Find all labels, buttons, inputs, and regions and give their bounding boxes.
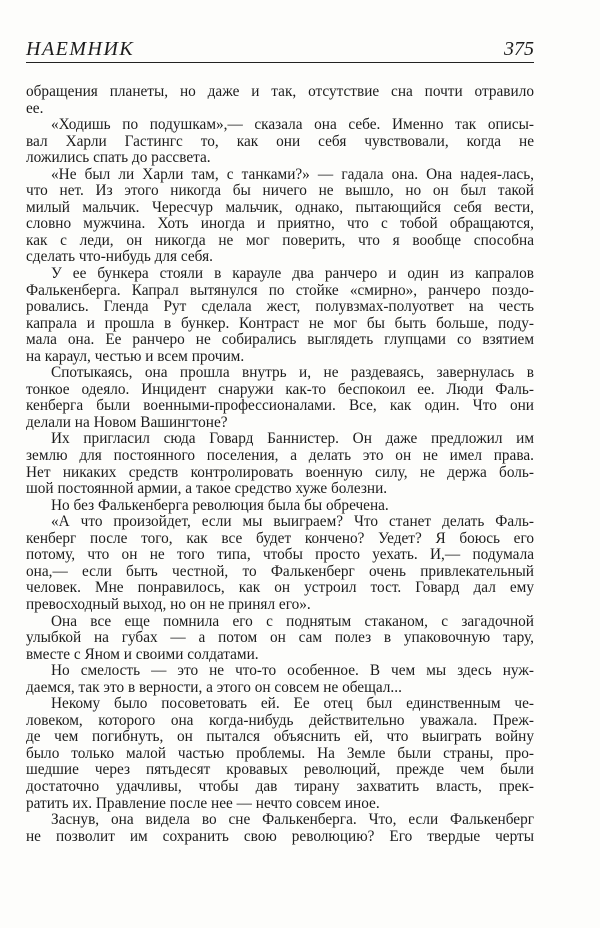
text-line: Но без Фалькенберга революция была бы обречена. [51,496,389,514]
text-line: Нет никаких средств контролировать военную силу, не держа боль- [26,463,534,481]
text-line: «Ходишь по подушкам»,— сказала она себе. Именно так описы- [51,116,534,134]
text-line: улыбкой на губах — а потом он сам полез в упаковочную тару, [26,629,534,647]
paragraph [26,365,534,431]
text-line: вместе с Яном и своими солдатами. [26,645,259,663]
text-line: Фалькенберга. Капрал вытянулся по стойке «смирно», ранчеро поздо- [26,281,534,299]
paragraph [26,84,534,117]
paragraph [26,117,534,167]
text-line: Их пригласил сюда Говард Баннистер. Он даже предложил им [51,430,534,448]
text-line: как с леди, он никогда не мог поверить, что я вообще способна [26,231,534,249]
text-line: кенберга были военными-профессионалами. Все, как один. Что они [26,397,534,415]
running-title: НАЕМНИК [26,38,135,60]
text-line: милый мальчик. Чересчур мальчик, однако, пытающийся себя вести, [26,198,534,216]
paragraph [26,614,534,664]
text-line: ровались. Гленда Рут сделала жест, полувзмах-полуответ на честь [26,298,534,316]
text-line: шой постоянной армии, а такое средство хуже болезни. [26,480,388,498]
text-line: Некому было посоветовать ей. Ее отец был единственным че- [51,695,534,713]
text-line: ложились спать до рассвета. [26,149,211,167]
text-line: ратить их. Правление после нее — нечто совсем иное. [26,794,380,812]
text-line: землю для постоянного поселения, а делать это он не имел права. [26,447,534,465]
paragraph [26,266,534,365]
text-line: обращения планеты, но даже и так, отсутствие сна почти отравило [26,83,534,100]
text-line: сделать что-нибудь для себя. [26,248,213,266]
text-line: У ее бункера стояли в карауле два ранчеро и один из капралов [51,265,534,283]
text-line: человек. Мне понравилось, как он устроил тост. Говард дал ему [26,579,534,597]
text-line: словно мужчина. Хоть иногда и приятно, что с тобой обращаются, [26,215,534,233]
page-number: 375 [504,38,534,60]
text-line: Но смелость — это не что-то особенное. В чем мы здесь нуж- [51,662,534,680]
text-line: «А что произойдет, если мы выиграем? Что станет делать Фаль- [51,513,534,531]
text-line: делали на Новом Вашингтоне? [26,413,228,431]
text-line: достаточно удачливы, чтобы дав тирану захватить власть, прек- [26,777,534,795]
text-line: было только малой частью проблемы. На Земле были страны, про- [26,744,534,762]
paragraph [26,663,534,696]
text-line: превосходный выход, но он не принял его». [26,595,311,613]
text-line: она,— если быть честной, то Фалькенберг очень привлекательный [26,562,534,580]
text-line: мала она. Ее ранчеро не собирались выглядеть глупцами со взятием [26,331,534,349]
text-line: тонкое одеяло. Инцидент снаружи как-то беспокоил ее. Люди Фаль- [26,380,534,398]
text-line: Заснув, она видела во сне Фалькенберга. Что, если Фалькенберг [51,811,534,829]
page-body-text [26,84,534,845]
text-line: потому, что он не того типа, чтобы просто уехать. И,— подумала [26,546,534,564]
text-line: на караул, честью и всем прочим. [26,347,245,365]
text-line: шедшие через пятьдесят кровавых революций, прежде чем были [26,761,534,779]
text-line: Спотыкаясь, она прошла внутрь и, не раздеваясь, завернулась в [51,364,534,382]
paragraph [26,812,534,845]
paragraph [26,167,534,266]
text-line: даемся, так это в верности, а этого он совсем не обещал... [26,678,402,696]
paragraph [26,431,534,497]
paragraph [26,498,534,515]
text-line: вал Харли Гастингс то, как они себя чувствовали, когда не [26,132,534,150]
text-line: «Не был ли Харли там, с танками?» — гадала она. Она надея-лась, [51,165,534,183]
text-line: не позволит им сохранить свою революцию? Его твердые черты [26,827,534,845]
text-line: де чем погибнуть, он пытался объяснить ей, что выиграть войну [26,728,534,746]
text-line: что нет. Из этого никогда бы ничего не вышло, но он был такой [26,182,534,200]
running-header [26,36,534,63]
paragraph [26,696,534,812]
text-line: капрала и прошла в бункер. Контраст не мог бы быть больше, поду- [26,314,534,332]
text-line: ловеком, которого она когда-нибудь действительно уважала. Преж- [26,711,534,729]
text-line: кенберг после того, как все будет кончено? Уедет? Я боюсь его [26,529,534,547]
text-line: ее. [26,99,44,117]
text-line: Она все еще помнила его с поднятым стаканом, с загадочной [51,612,534,630]
paragraph [26,514,534,613]
